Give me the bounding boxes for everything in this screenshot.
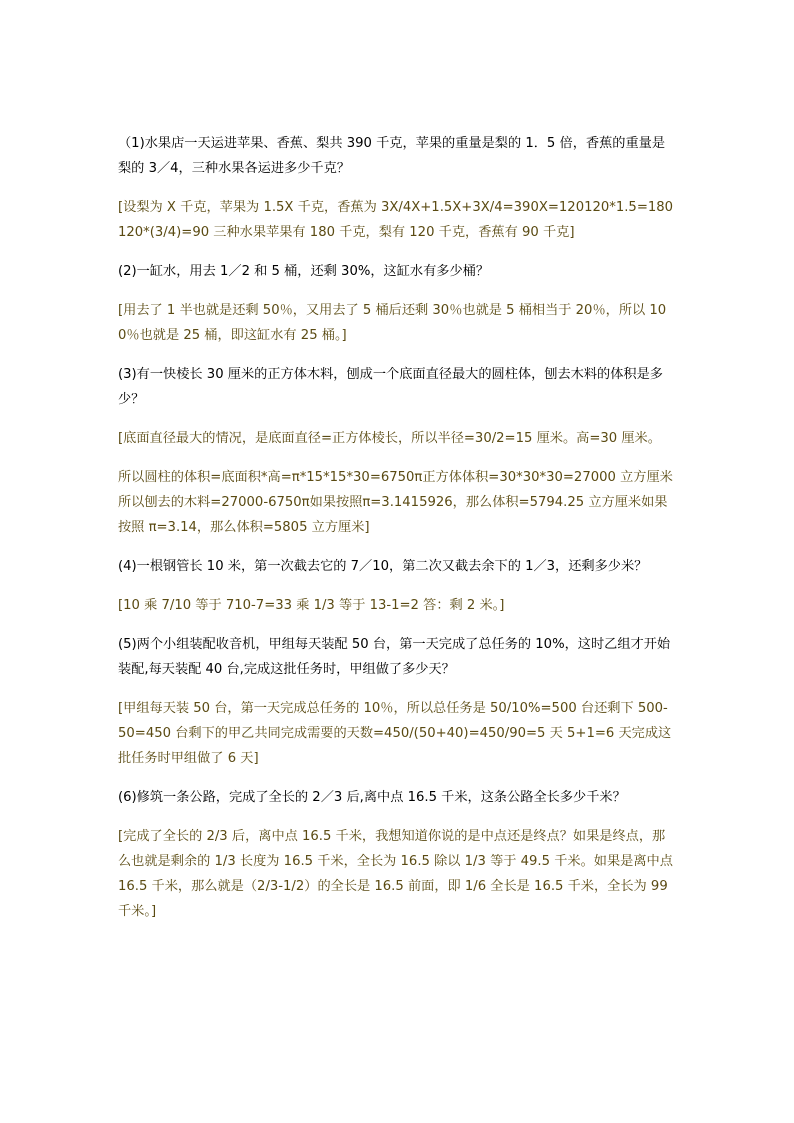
- answer-3-part-1: [底面直径最大的情况，是底面直径=正方体棱长，所以半径=30/2=15 厘米。高=30 厘米。: [118, 431, 661, 446]
- question-2: (2)一缸水，用去 1／2 和 5 桶，还剩 30%，这缸水有多少桶？: [118, 264, 490, 279]
- question-1: （1)水果店一天运进苹果、香蕉、梨共 390 千克，苹果的重量是梨的 1．5 倍，香蕉的重量是梨的 3／4，三种水果各运进多少千克？: [118, 136, 666, 176]
- question-6: (6)修筑一条公路，完成了全长的 2／3 后,离中点 16.5 千米，这条公路全长多少千米？: [118, 790, 626, 805]
- question-5: (5)两个小组装配收音机，甲组每天装配 50 台，第一天完成了总任务的 10%，这时乙组才开始装配,每天装配 40 台,完成这批任务时，甲组做了多少天？: [118, 637, 671, 677]
- answer-3-part-2: 所以圆柱的体积=底面积*高=π*15*15*30=6750π正方体体积=30*30*30=27000 立方厘米所以刨去的木料=27000-6750π如果按照π=3.1415926，那么体积=5794.25 立方厘米如果按照 π=3.14，那么体积=5805 立方厘米]: [118, 470, 673, 535]
- answer-4: [10 乘 7/10 等于 710-7=33 乘 1/3 等于 13-1=2 答：剩 2 米。]: [118, 598, 505, 613]
- answer-5: [甲组每天装 50 台，第一天完成总任务的 10％，所以总任务是 50/10%=500 台还剩下 500-50=450 台剩下的甲乙共同完成需要的天数=450/(50+40)=450/90=5 天 5+1=6 天完成这批任务时甲组做了 6 天]: [118, 701, 672, 766]
- question-4: (4)一根钢管长 10 米，第一次截去它的 7／10，第二次又截去余下的 1／3，还剩多少米？: [118, 559, 648, 574]
- question-3: (3)有一快棱长 30 厘米的正方体木料，刨成一个底面直径最大的圆柱体，刨去木料的体积是多少？: [118, 367, 663, 407]
- document-body: [118, 131, 674, 938]
- answer-1: [设梨为 X 千克，苹果为 1.5X 千克，香蕉为 3X/4X+1.5X+3X/4=390X=120120*1.5=180120*(3/4)=90 三种水果苹果有 180 千克，梨有 120 千克，香蕉有 90 千克]: [118, 200, 674, 240]
- answer-6: [完成了全长的 2/3 后，离中点 16.5 千米，我想知道你说的是中点还是终点？如果是终点，那么也就是剩余的 1/3 长度为 16.5 千米，全长为 16.5 除以 1/3 等于 49.5 千米。如果是离中点 16.5 千米，那么就是（2/3-1/2）的全长是 16.5 前面，即 1/6 全长是 16.5 千米，全长为 99 千米。]: [118, 829, 673, 919]
- answer-2: [用去了 1 半也就是还剩 50％，又用去了 5 桶后还剩 30％也就是 5 桶相当于 20％，所以 100％也就是 25 桶，即这缸水有 25 桶。]: [118, 303, 667, 343]
